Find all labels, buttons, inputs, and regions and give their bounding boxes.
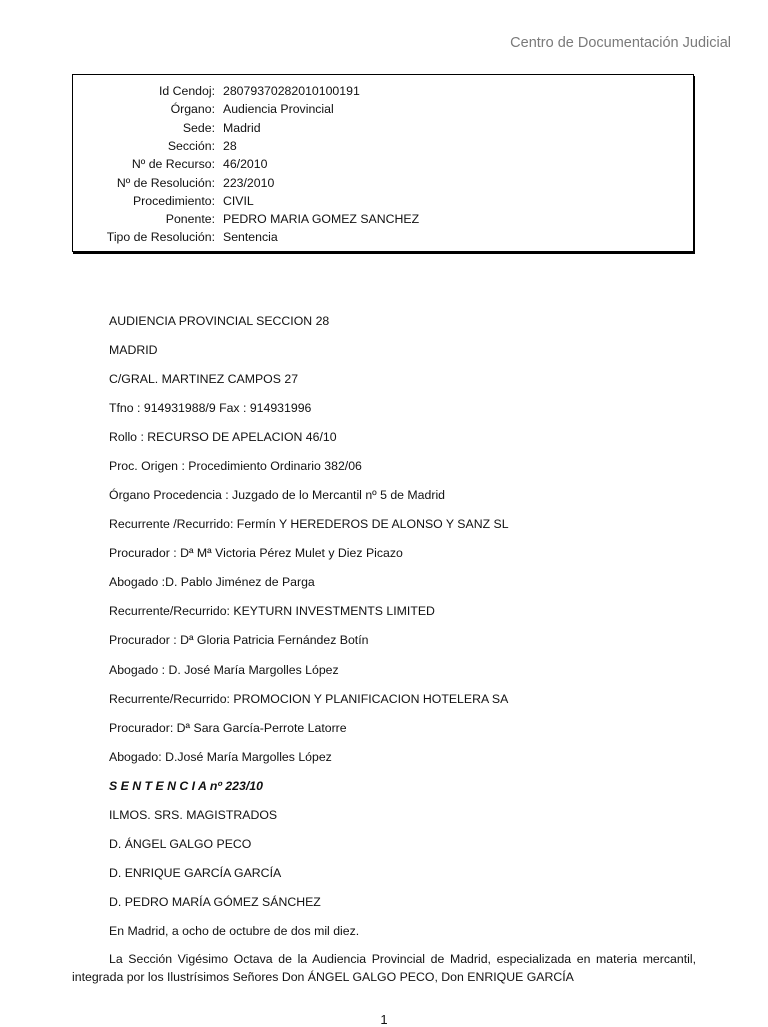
date-line: En Madrid, a ocho de octubre de dos mil diez.: [109, 924, 360, 938]
metadata-row-resolucion: [73, 174, 693, 192]
magistrates-heading: ILMOS. SRS. MAGISTRADOS: [109, 808, 278, 822]
address-line: C/GRAL. MARTINEZ CAMPOS 27: [109, 372, 299, 386]
magistrate-name: D. ENRIQUE GARCÍA GARCÍA: [109, 866, 282, 880]
metadata-row-id-cendoj: [73, 82, 693, 100]
metadata-row-recurso: [73, 155, 693, 173]
metadata-label: Sección:: [167, 139, 215, 153]
metadata-label: Ponente:: [165, 212, 215, 226]
procurador-line: Procurador : Dª Mª Victoria Pérez Mulet y Diez Picazo: [109, 546, 403, 560]
organo-procedencia-line: Órgano Procedencia : Juzgado de lo Mercantil nº 5 de Madrid: [109, 488, 446, 502]
metadata-row-tipo: [73, 228, 693, 246]
metadata-label: Nº de Recurso:: [131, 157, 215, 171]
page-number: 1: [380, 1012, 388, 1027]
metadata-label: Id Cendoj:: [158, 84, 215, 98]
metadata-row-sede: [73, 119, 693, 137]
metadata-value: Audiencia Provincial: [223, 102, 334, 116]
proc-origen-line: Proc. Origen : Procedimiento Ordinario 382/06: [109, 459, 362, 473]
sentencia-heading: S E N T E N C I A nº 223/10: [109, 779, 263, 793]
metadata-value: Madrid: [223, 120, 261, 135]
body-paragraph: La Sección Vigésimo Octava de la Audiencia Provincial de Madrid, especializada en materia mercantil, integrada por los Ilustrísimos Señores Don ÁNGEL GALGO PECO, Don ENRIQUE GARCÍA: [72, 952, 696, 984]
metadata-value: 28079370282010100191: [223, 84, 360, 98]
metadata-row-procedimiento: [73, 192, 693, 210]
metadata-row-organo: [73, 100, 693, 118]
party-line: Recurrente /Recurrido: Fermín Y HEREDEROS DE ALONSO Y SANZ SL: [109, 517, 509, 531]
court-name-line: AUDIENCIA PROVINCIAL SECCION 28: [109, 314, 330, 328]
phone-line: Tfno : 914931988/9 Fax : 914931996: [109, 401, 312, 415]
metadata-label: Sede:: [182, 120, 215, 135]
document-center-title: Centro de Documentación Judicial: [510, 35, 731, 51]
procurador-line: Procurador: Dª Sara García-Perrote Latorre: [109, 721, 347, 735]
abogado-line: Abogado: D.José María Margolles López: [109, 750, 332, 764]
metadata-value: PEDRO MARIA GOMEZ SANCHEZ: [223, 212, 420, 226]
metadata-box: [72, 74, 694, 252]
procurador-line: Procurador : Dª Gloria Patricia Fernández Botín: [109, 633, 369, 647]
party-line: Recurrente/Recurrido: KEYTURN INVESTMENTS LIMITED: [109, 604, 435, 618]
metadata-row-ponente: [73, 210, 693, 228]
magistrate-name: D. PEDRO MARÍA GÓMEZ SÁNCHEZ: [109, 895, 321, 909]
abogado-line: Abogado :D. Pablo Jiménez de Parga: [109, 575, 315, 589]
metadata-value: 223/2010: [223, 175, 275, 190]
metadata-label: Tipo de Resolución:: [106, 230, 215, 244]
party-line: Recurrente/Recurrido: PROMOCION Y PLANIFICACION HOTELERA SA: [109, 692, 509, 706]
abogado-line: Abogado : D. José María Margolles López: [109, 663, 339, 677]
rollo-line: Rollo : RECURSO DE APELACION 46/10: [109, 430, 337, 444]
city-line: MADRID: [109, 343, 158, 357]
metadata-value: CIVIL: [223, 193, 254, 208]
magistrate-name: D. ÁNGEL GALGO PECO: [109, 837, 252, 851]
metadata-label: Procedimiento:: [132, 193, 215, 208]
metadata-value: 28: [223, 139, 237, 153]
metadata-value: Sentencia: [223, 230, 278, 244]
metadata-label: Nº de Resolución:: [116, 175, 215, 190]
metadata-label: Órgano:: [170, 102, 215, 116]
metadata-value: 46/2010: [223, 157, 268, 171]
metadata-row-seccion: [73, 137, 693, 155]
